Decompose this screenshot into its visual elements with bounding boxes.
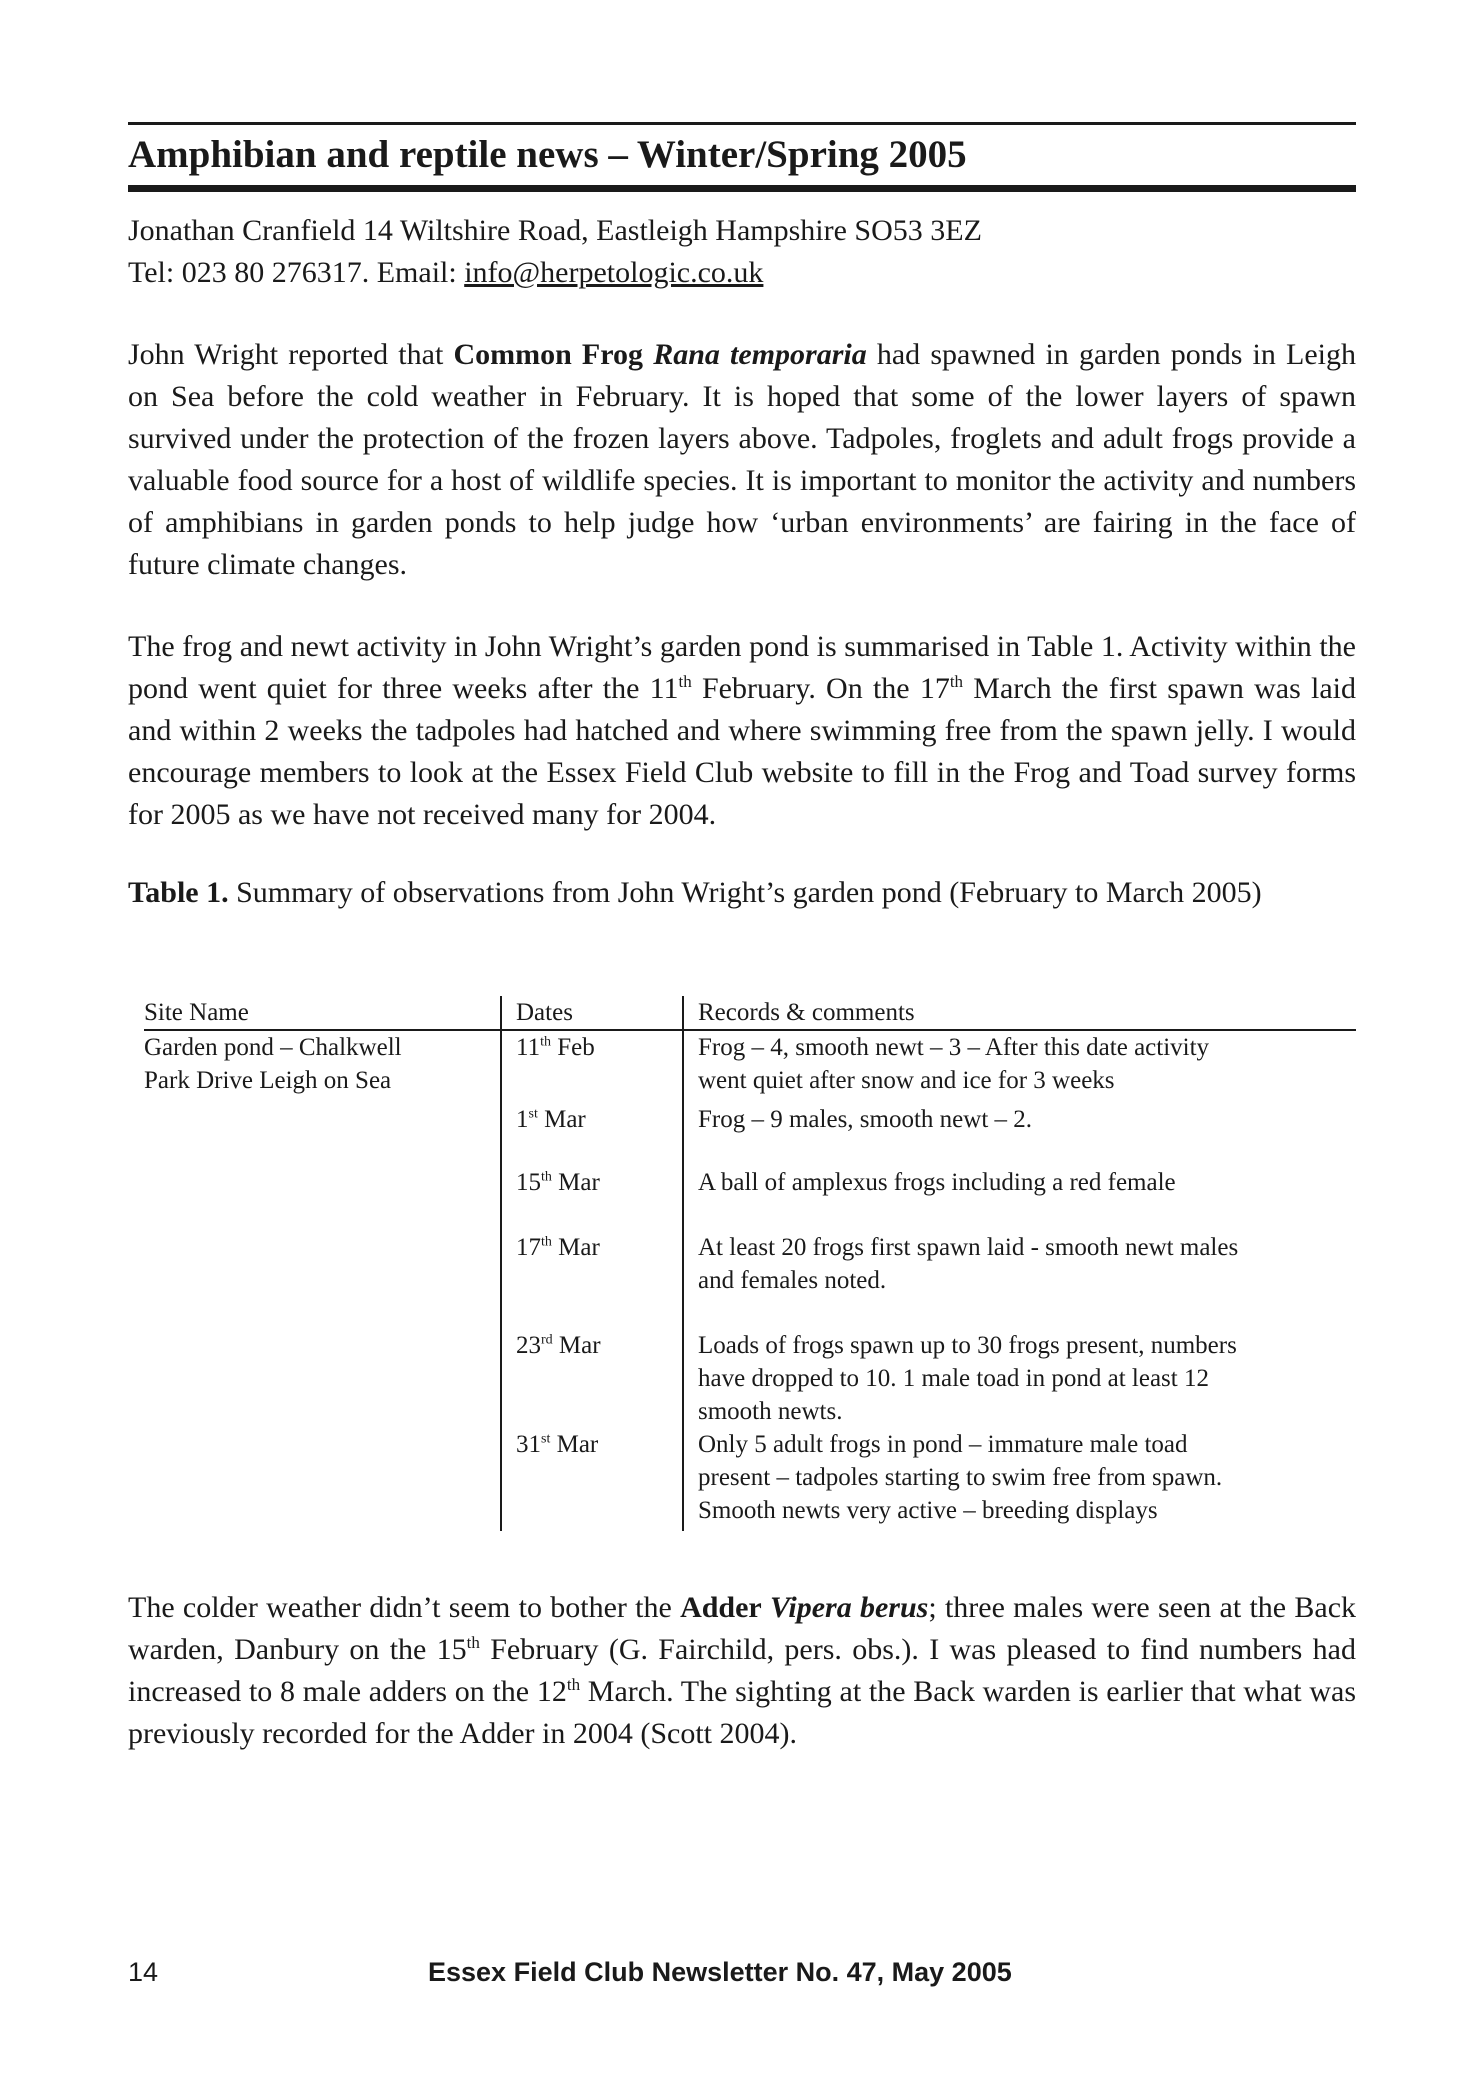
record-line: smooth newts. (698, 1398, 843, 1425)
header-records: Records & comments (683, 996, 1356, 1030)
contact-address: Jonathan Cranfield 14 Wiltshire Road, Eastleigh Hampshire SO53 3EZ (128, 214, 982, 247)
observations-table (144, 996, 1356, 1531)
date-ordinal: th (541, 1234, 552, 1250)
ordinal-suffix: th (949, 672, 964, 691)
top-rule (128, 122, 1356, 125)
table-row (144, 1030, 1356, 1103)
record-line: present – tadpoles starting to swim free from spawn. (698, 1464, 1223, 1491)
record-line: At least 20 frogs first spawn laid - smooth newt males (698, 1234, 1239, 1261)
site-name-cell (144, 1030, 501, 1531)
record-cell (683, 1231, 1356, 1329)
date-month: Mar (537, 1106, 586, 1133)
site-name-line: Garden pond – Chalkwell (144, 1034, 402, 1061)
text: February (G. Fairchild, pers. obs.). I was pleased to find numbers had increased to 8 male adders on the 12 (128, 1633, 1356, 1708)
date-day: 11 (516, 1034, 541, 1061)
record-cell (683, 1428, 1356, 1531)
paragraph-frog (128, 334, 1356, 586)
email-link[interactable]: info@herpetologic.co.uk (464, 256, 764, 289)
species-latin-name: Rana temporaria (653, 338, 867, 371)
text: The colder weather didn’t seem to bother the (128, 1591, 681, 1624)
record-line: and females noted. (698, 1267, 887, 1294)
paragraph-adder (128, 1587, 1356, 1755)
table-header-row (144, 996, 1356, 1030)
date-cell (501, 1329, 683, 1428)
header-dates: Dates (501, 996, 683, 1030)
caption-text: Summary of observations from John Wright’s garden pond (February to March 2005) (228, 876, 1262, 909)
table-label: Table 1. (128, 876, 229, 909)
date-cell (501, 1030, 683, 1103)
record-line: have dropped to 10. 1 male toad in pond at least 12 (698, 1365, 1209, 1392)
contact-phone-email (128, 252, 1356, 294)
date-ordinal: st (528, 1106, 538, 1122)
text: February. On the 17 (691, 672, 950, 705)
species-latin-name: Vipera berus (770, 1591, 929, 1624)
text: John Wright reported that (128, 338, 454, 371)
text: ; three males were seen at the Back warden, Danbury on the 15 (128, 1591, 1357, 1666)
article-title: Amphibian and reptile news – Winter/Spring 2005 (128, 133, 967, 176)
date-month: Mar (551, 1234, 600, 1261)
text: The frog and newt activity in John Wright’s garden pond is summarised in Table 1. Activity within the pond went quiet for three weeks after the 11 (128, 630, 1356, 705)
title-rule (128, 185, 1356, 192)
record-line: A ball of amplexus frogs including a red female (698, 1169, 1176, 1196)
date-day: 23 (516, 1332, 541, 1359)
date-day: 17 (516, 1234, 541, 1261)
text: March. The sighting at the Back warden is earlier that what was previously recorded for the Adder in 2004 (Scott 2004). (128, 1675, 1356, 1750)
article (128, 122, 1356, 1755)
date-month: Mar (552, 1332, 601, 1359)
ordinal-suffix: th (466, 1633, 480, 1652)
record-line: Smooth newts very active – breeding displays (698, 1497, 1158, 1524)
record-cell (683, 1166, 1356, 1231)
record-line: Frog – 4, smooth newt – 3 – After this date activity (698, 1034, 1210, 1061)
date-cell (501, 1428, 683, 1531)
date-day: 31 (516, 1431, 541, 1458)
contact-phone: Tel: 023 80 276317. Email: (128, 256, 465, 289)
ordinal-suffix: th (678, 672, 692, 691)
date-month: Mar (551, 1169, 600, 1196)
header-site-name: Site Name (144, 996, 501, 1030)
record-cell (683, 1103, 1356, 1166)
date-cell (501, 1166, 683, 1231)
text: March the first spawn was laid and within 2 weeks the tadpoles had hatched and where swimming free from the spawn jelly. I would encourage members to look at the Essex Field Club website to fill in the Frog and Toad survey forms for 2005 as we have not received many for 2004. (128, 672, 1356, 831)
page-number: 14 (128, 1957, 159, 1987)
date-ordinal: th (541, 1169, 552, 1185)
species-common-name: Common Frog (453, 338, 644, 371)
paragraph-activity (128, 626, 1356, 836)
table-caption (128, 872, 1356, 914)
record-cell (683, 1329, 1356, 1428)
ordinal-suffix: th (566, 1675, 581, 1694)
text: had spawned in garden ponds in Leigh on Sea before the cold weather in February. It is hoped that some of the lower layers of spawn survived under the protection of the frozen layers above. Tadpoles, froglets and adult frogs provide a valuable food source for a host of wildlife species. It is important to monitor the activity and numbers of amphibians in garden ponds to help judge how ‘urban environments’ are fairing in the face of future climate changes. (128, 338, 1357, 581)
newsletter-title: Essex Field Club Newsletter No. 47, May 2005 (428, 1957, 1012, 1987)
date-day: 1 (516, 1106, 529, 1133)
record-line: Loads of frogs spawn up to 30 frogs present, numbers (698, 1332, 1237, 1359)
species-common-name: Adder (680, 1591, 762, 1624)
site-name-line: Park Drive Leigh on Sea (144, 1067, 392, 1094)
date-cell (501, 1231, 683, 1329)
date-ordinal: th (540, 1034, 551, 1050)
date-day: 15 (516, 1169, 541, 1196)
record-line: Only 5 adult frogs in pond – immature male toad (698, 1431, 1188, 1458)
date-month: Feb (550, 1034, 595, 1061)
record-line: Frog – 9 males, smooth newt – 2. (698, 1106, 1033, 1133)
record-cell (683, 1030, 1356, 1103)
date-ordinal: rd (541, 1332, 553, 1348)
date-month: Mar (550, 1431, 599, 1458)
date-cell (501, 1103, 683, 1166)
record-line: went quiet after snow and ice for 3 weeks (698, 1067, 1115, 1094)
date-ordinal: st (541, 1431, 551, 1447)
